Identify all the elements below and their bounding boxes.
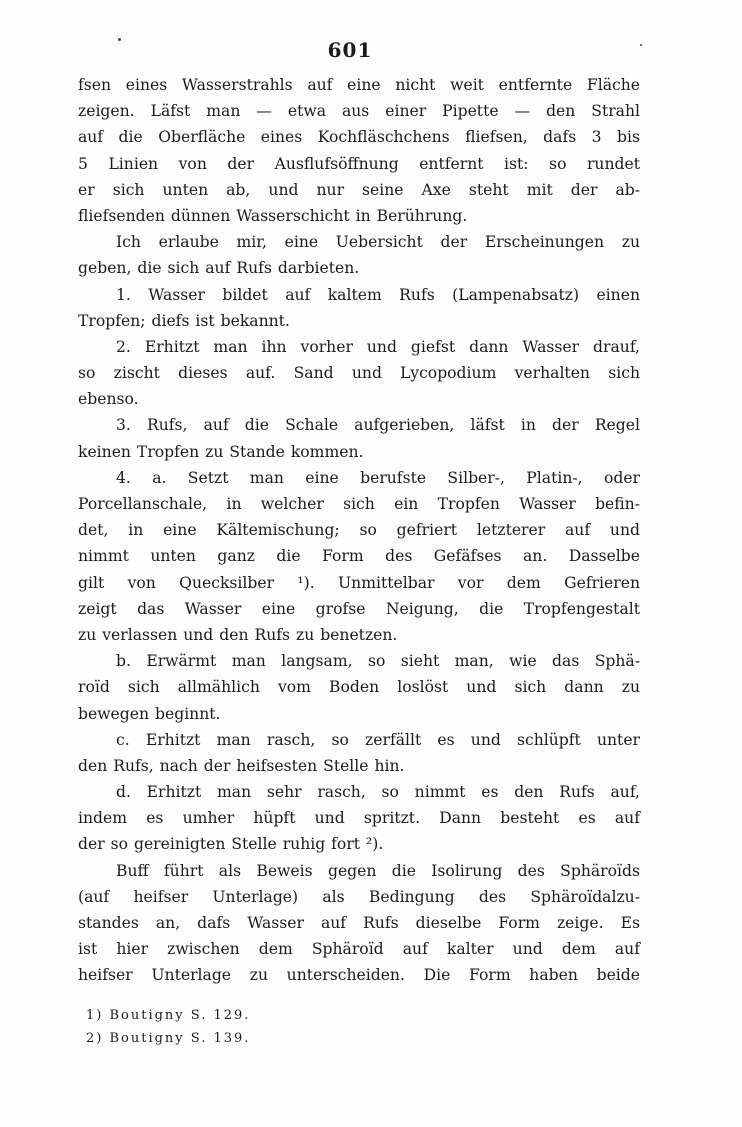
text-line: bewegen beginnt. <box>78 704 221 723</box>
footnotes <box>86 1004 486 1050</box>
text-line: nimmt unten ganz die Form des Gefäfses an. Dasselbe <box>78 547 640 566</box>
page-number: 601 <box>327 38 373 62</box>
text-line: 5 Linien von der Ausflufsöffnung entfernt ist: so rundet <box>78 154 640 173</box>
list-item-4b: b. Erwärmt man langsam, so sieht man, wie das Sphä- <box>116 652 640 671</box>
body-text <box>78 72 640 989</box>
scan-speck <box>640 44 642 46</box>
text-line: heifser Unterlage zu unterscheiden. Die Form haben beide <box>78 966 640 985</box>
text-line: standes an, dafs Wasser auf Rufs dieselbe Form zeige. Es <box>78 914 640 932</box>
text-line: fsen eines Wasserstrahls auf eine nicht weit entfernte Fläche <box>78 76 640 94</box>
text-line: gilt von Quecksilber ¹). Unmittelbar vor dem Gefrieren <box>78 573 640 592</box>
list-item-4c: c. Erhitzt man rasch, so zerfällt es und schlüpft unter <box>116 730 640 749</box>
text-line: indem es umher hüpft und spritzt. Dann besteht es auf <box>78 809 640 828</box>
text-line: zu verlassen und den Rufs zu benetzen. <box>78 625 398 644</box>
text-line: so zischt dieses auf. Sand und Lycopodium verhalten sich <box>78 364 640 383</box>
scan-speck <box>118 38 121 41</box>
footnote-1: 1) Boutigny S. 129. <box>86 1008 251 1023</box>
text-line: Porcellanschale, in welcher sich ein Tropfen Wasser befin- <box>78 495 640 513</box>
text-line: Tropfen; diefs ist bekannt. <box>78 311 290 330</box>
text-line: der so gereinigten Stelle ruhig fort ²). <box>78 835 384 854</box>
text-line: er sich unten ab, und nur seine Axe steht mit der ab- <box>78 180 640 199</box>
text-line: geben, die sich auf Rufs darbieten. <box>78 259 360 278</box>
text-line: fliefsenden dünnen Wasserschicht in Berührung. <box>78 206 468 225</box>
footnote-2: 2) Boutigny S. 139. <box>86 1031 251 1046</box>
text-line: ebenso. <box>78 390 139 409</box>
list-item-2: 2. Erhitzt man ihn vorher und giefst dann Wasser drauf, <box>116 337 640 356</box>
text-line: zeigt das Wasser eine grofse Neigung, die Tropfengestalt <box>78 599 640 618</box>
text-line: roïd sich allmählich vom Boden loslöst und sich dann zu <box>78 678 640 697</box>
paragraph-buff: Buff führt als Beweis gegen die Isolirung des Sphäroïds <box>116 861 640 880</box>
text-line: den Rufs, nach der heifsesten Stelle hin. <box>78 756 405 775</box>
list-item-4d: d. Erhitzt man sehr rasch, so nimmt es den Rufs auf, <box>116 783 640 802</box>
text-line: auf die Oberfläche eines Kochfläschchens fliefsen, dafs 3 bis <box>78 128 640 147</box>
text-line: det, in eine Kältemischung; so gefriert letzterer auf und <box>78 521 640 540</box>
text-line: Ich erlaube mir, eine Uebersicht der Erscheinungen zu <box>116 233 640 252</box>
list-item-4a: 4. a. Setzt man eine berufste Silber-, Platin-, oder <box>116 468 640 487</box>
text-line: ist hier zwischen dem Sphäroïd auf kalter und dem auf <box>78 940 640 959</box>
text-line: keinen Tropfen zu Stande kommen. <box>78 442 364 461</box>
list-item-1: 1. Wasser bildet auf kaltem Rufs (Lampenabsatz) einen <box>116 285 640 304</box>
text-line: zeigen. Läfst man — etwa aus einer Pipette — den Strahl <box>78 102 640 121</box>
text-line: (auf heifser Unterlage) als Bedingung des Sphäroïdalzu- <box>78 887 640 906</box>
list-item-3: 3. Rufs, auf die Schale aufgerieben, läfst in der Regel <box>116 416 640 435</box>
